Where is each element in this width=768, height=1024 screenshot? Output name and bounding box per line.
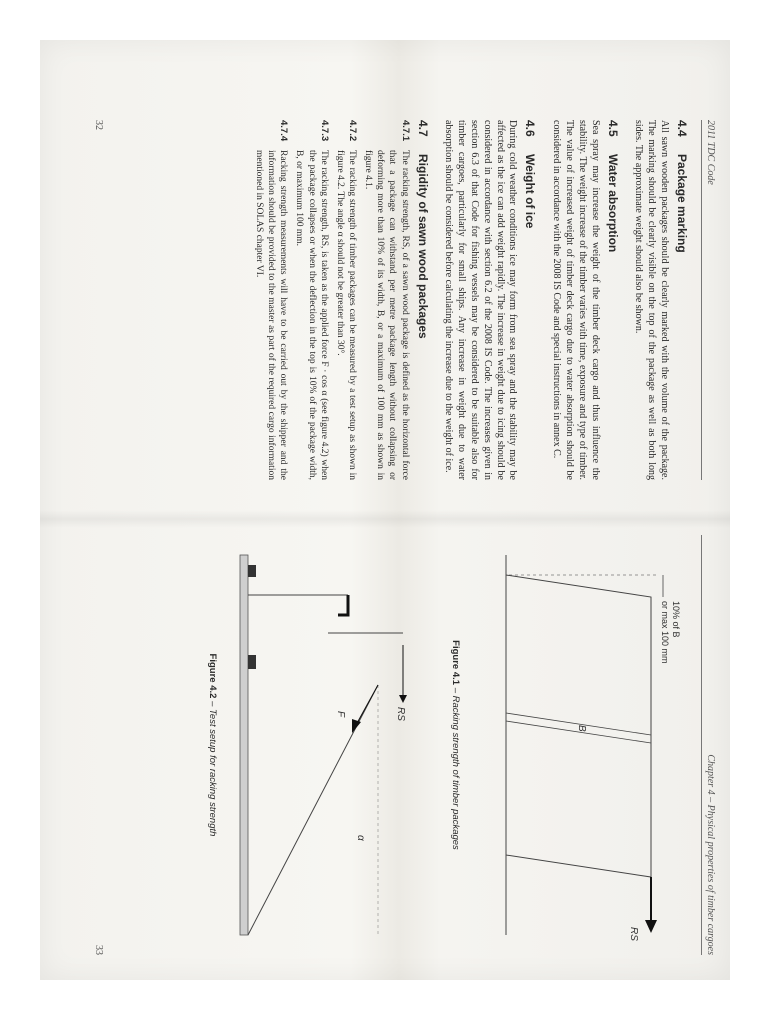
book-gutter bbox=[40, 510, 730, 528]
header-rule bbox=[701, 120, 702, 480]
page-number: 33 bbox=[93, 945, 104, 955]
running-head: Chapter 4 – Physical properties of timber cargoes bbox=[705, 754, 716, 955]
section-heading: 4.7Rigidity of sawn wood packages bbox=[415, 120, 430, 339]
deflection-label: or max 100 mm bbox=[660, 601, 670, 664]
deflection-label: 10% of B bbox=[671, 601, 681, 638]
section-body: All sawn wooden packages should be clearly marked with the volume of the package. The marking should be clearly visible on the top of the package as well as both long sides. The approximate weight should also be shown. bbox=[633, 120, 670, 480]
clause: 4.7.2 The racking strength of timber packages can be measured by a test setup as shown in figure 4.2. The angle α should not be greater than 30°. bbox=[334, 120, 359, 480]
force-label: RS bbox=[628, 927, 639, 941]
foot-block bbox=[248, 655, 256, 669]
clause: 4.7.4 Racking strength measurements will have to be carried out by the shipper and the information should be provided to the master as part of the required cargo information mentioned in SOLAS chapter VI. bbox=[253, 120, 290, 480]
f-label: F bbox=[335, 711, 346, 718]
width-label: B bbox=[576, 725, 587, 732]
section-heading: 4.4Package marking bbox=[675, 120, 689, 253]
clause: 4.7.1 The racking strength, RS, of a sawn wood package is defined as the horizontal force that a package can withstand per metre package length without collapsing or deforming more than 10% of its width, B, or a maximum of 100 mm as shown in figure 4.1. bbox=[363, 120, 411, 480]
test-base-plate bbox=[240, 555, 248, 935]
arrowhead-icon bbox=[399, 695, 407, 703]
section-body: Sea spray may increase the weight of the timber deck cargo and thus influence the stability. The weight increase of the timber varies with time, exposure and type of timber. The value of increased weight of timber deck cargo due to water absorption should be considered in accordance with the 2008 IS Code and special instructions in annex C. bbox=[551, 120, 601, 480]
alpha-label: α bbox=[355, 835, 366, 841]
top-clamp bbox=[338, 595, 348, 615]
header-rule bbox=[701, 535, 702, 955]
section-heading: 4.5Water absorption bbox=[605, 120, 620, 253]
running-head: 2011 TDC Code bbox=[705, 120, 716, 185]
figure-4-2-diagram bbox=[218, 535, 438, 955]
arrowhead-icon bbox=[645, 920, 657, 933]
foot-block bbox=[248, 565, 256, 577]
f-arrow bbox=[356, 685, 378, 725]
rs-label: RS bbox=[395, 707, 406, 721]
figure-caption: Figure 4.1 – Racking strength of timber packages bbox=[450, 640, 461, 850]
clause: 4.7.3 The racking strength, RS, is taken as the applied force F · cos α (see figure 4.2) when the package collapses or when the deflection in the top is 10% of the package width, B, or maximum 100 mm. bbox=[294, 120, 330, 480]
section-heading: 4.6Weight of ice bbox=[523, 120, 538, 229]
figure-caption: Figure 4.2 – Test setup for racking strength bbox=[207, 653, 218, 837]
right-page bbox=[76, 535, 716, 955]
figure-4-1-diagram bbox=[461, 535, 691, 955]
page-number: 32 bbox=[93, 120, 104, 130]
left-page bbox=[76, 120, 716, 480]
section-body: During cold weather conditions ice may form from sea spray and the stability may be affected as the ice can add weight rapidly. The increase in weight due to icing should be considered in accordance with section 6.2 of the 2008 IS Code. The increases given in section 6.3 of that Code for fishing vessels may be considered to be suitable also for timber cargoes, particularly for small ships. Any increase in weight due to water absorption should be considered before calculating the increase due to the weight of ice. bbox=[443, 120, 519, 480]
